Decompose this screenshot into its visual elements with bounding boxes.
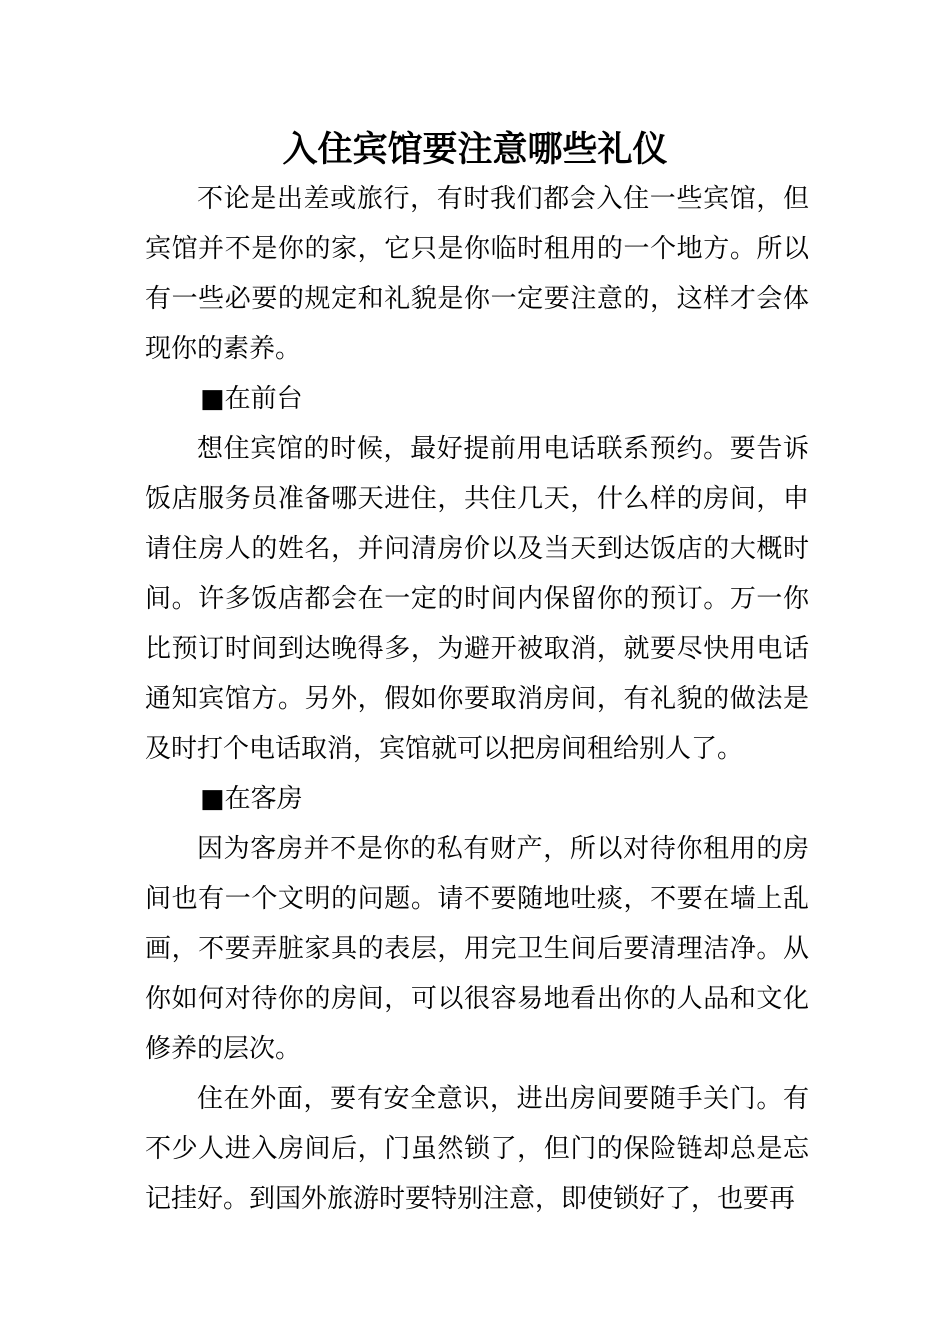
document-title: 入住宾馆要注意哪些礼仪 (282, 130, 668, 170)
section-heading-guest-room: ■在客房 (200, 784, 303, 814)
guest-room-paragraph: 因为客房并不是你的私有财产，所以对待你租用的房间也有一个文明的问题。请不要随地吐痰，不要在墙上乱画，不要弄脏家具的表层，用完卫生间后要清理洁净。从你如何对待你的房间，可以很容易地看出你的人品和文化修养的层次。 (145, 834, 809, 1064)
intro-paragraph: 不论是出差或旅行，有时我们都会入住一些宾馆，但宾馆并不是你的家，它只是你临时租用的一个地方。所以有一些必要的规定和礼貌是你一定要注意的，这样才会体现你的素养。 (145, 184, 809, 364)
safety-paragraph: 住在外面，要有安全意识，进出房间要随手关门。有不少人进入房间后，门虽然锁了，但门的保险链却总是忘记挂好。到国外旅游时要特别注意，即使锁好了，也要再 (145, 1084, 809, 1214)
front-desk-paragraph: 想住宾馆的时候，最好提前用电话联系预约。要告诉饭店服务员准备哪天进住，共住几天，什么样的房间，申请住房人的姓名，并问清房价以及当天到达饭店的大概时间。许多饭店都会在一定的时间内保留你的预订。万一你比预订时间到达晚得多，为避开被取消，就要尽快用电话通知宾馆方。另外，假如你要取消房间，有礼貌的做法是及时打个电话取消，宾馆就可以把房间租给别人了。 (145, 434, 809, 764)
document-body (145, 174, 809, 1224)
section-heading-front-desk: ■在前台 (200, 384, 303, 414)
